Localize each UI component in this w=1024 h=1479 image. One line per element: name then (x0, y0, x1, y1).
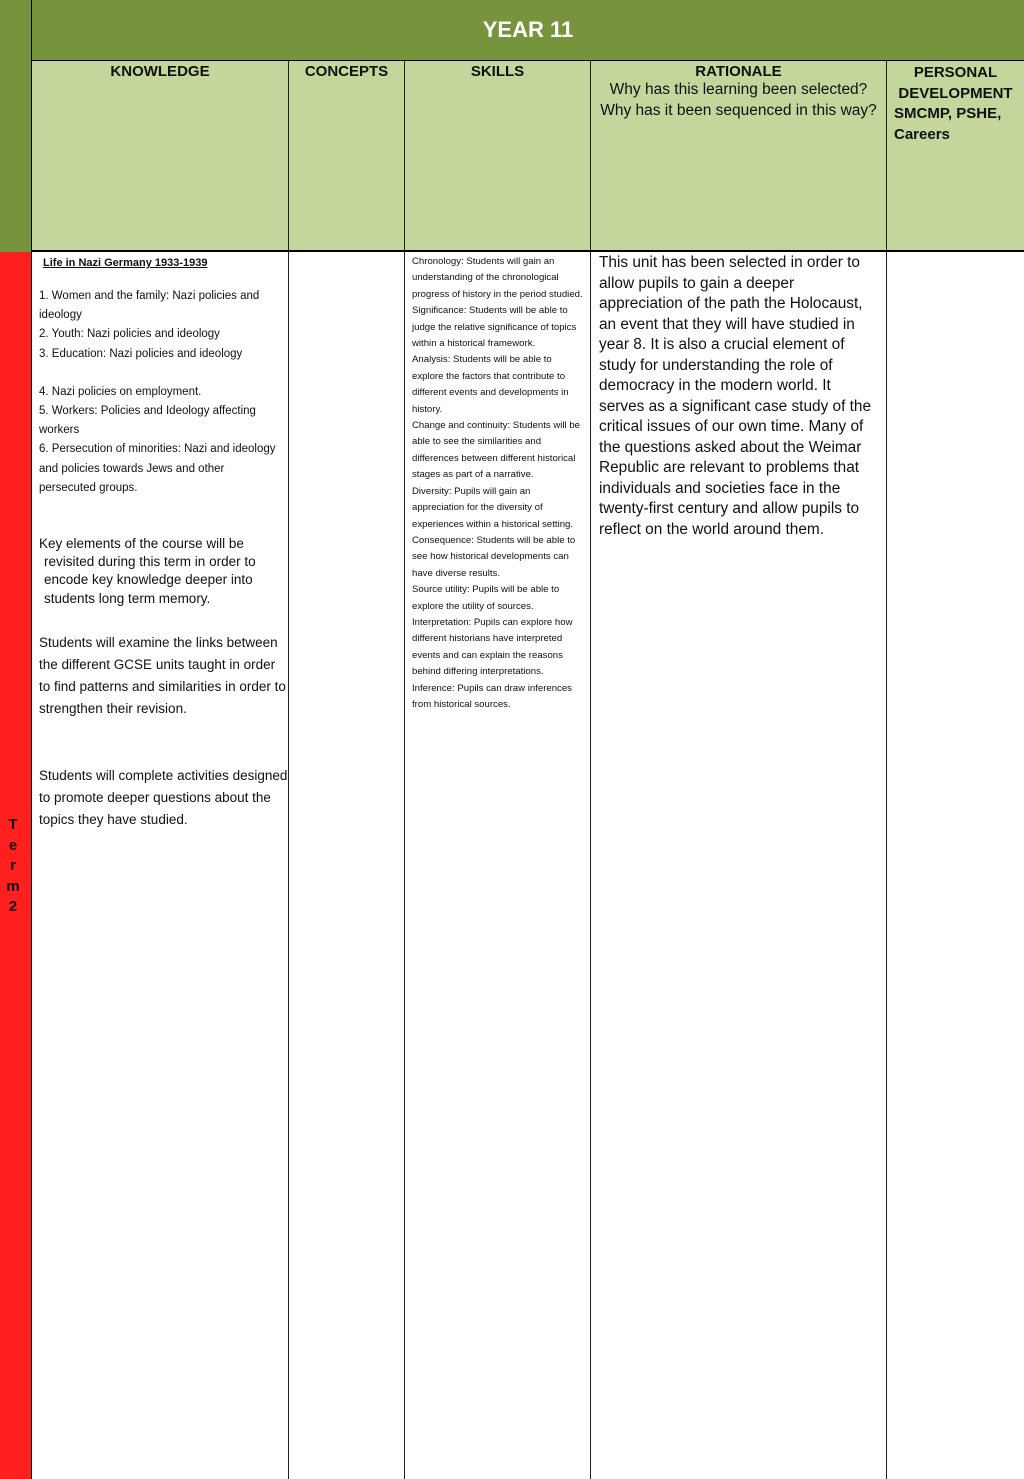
rationale-text: This unit has been selected in order to allow pupils to gain a deeper appreciation of the path the Holocaust, an event that they will have studied in year 8. It is also a crucial element of study for understanding the role of democracy in the modern world. It serves as a significant case study of the critical issues of our own time. Many of the questions asked about the Weimar Republic are relevant to problems that individuals and societies face in the twenty-first century and allow pupils to reflect on the world around them. (599, 254, 872, 538)
header-row (32, 60, 1024, 252)
term-2-row (32, 252, 1024, 1479)
list-item: 2. Youth: Nazi policies and ideology (39, 328, 220, 341)
list-item: Source utility: Pupils will be able to explore the utility of sources. (412, 584, 560, 612)
list-item: Analysis: Students will be able to explore the factors that contribute to different events and developments in history. (412, 354, 569, 415)
header-knowledge: KNOWLEDGE (32, 61, 289, 251)
header-skills: SKILLS (405, 61, 591, 251)
list-item: Inference: Pupils can draw inferences from historical sources. (412, 682, 572, 710)
header-concepts: CONCEPTS (289, 61, 405, 251)
knowledge-list (39, 287, 284, 498)
list-item: Interpretation: Pupils can explore how different historians have interpreted events and can explain the reasons behind differing interpretations. (412, 616, 573, 678)
personal-development-cell (887, 252, 1024, 1479)
skills-cell (405, 252, 591, 1479)
list-item: Chronology: Students will gain an understanding of the chronological progress of history in the period studied. (412, 256, 583, 300)
knowledge-cell (32, 252, 289, 1479)
list-item: Diversity: Pupils will gain an appreciation for the diversity of experiences within a historical setting. (412, 485, 574, 530)
year-title: YEAR 11 (32, 0, 1024, 60)
rationale-cell (591, 252, 887, 1479)
knowledge-paragraph-activities: Students will complete activities designed to promote deeper questions about the topics they have studied. (39, 768, 288, 827)
list-item: 1. Women and the family: Nazi policies and ideology (39, 290, 260, 322)
concepts-cell (289, 252, 405, 1479)
list-item: 4. Nazi policies on employment. (39, 385, 202, 398)
left-margin-strip (0, 0, 32, 252)
list-item: Change and continuity: Students will be able to see the similarities and differences between different historical stages as part of a narrative. (412, 420, 580, 481)
list-item: Consequence: Students will be able to see how historical developments can have diverse results. (412, 534, 576, 579)
skills-list (412, 254, 584, 713)
list-item: 3. Education: Nazi policies and ideology (39, 347, 243, 360)
list-item: Significance: Students will be able to judge the relative significance of topics within a historical framework. (412, 305, 577, 350)
list-item: 6. Persecution of minorities: Nazi and ideology and policies towards Jews and other persecuted groups. (39, 443, 276, 494)
term-label: T e r m 2 (6, 816, 20, 915)
header-personal-development: PERSONAL DEVELOPMENT SMCMP, PSHE, Careers (894, 64, 1013, 143)
knowledge-unit-title: Life in Nazi Germany 1933-1939 (43, 257, 208, 269)
list-item: 5. Workers: Policies and Ideology affecting workers (39, 405, 256, 437)
header-rationale: RATIONALE Why has this learning been selected? Why has it been sequenced in this way? (591, 61, 887, 251)
knowledge-paragraph-links: Students will examine the links between the different GCSE units taught in order to find patterns and similarities in order to strengthen their revision. (39, 635, 286, 716)
knowledge-paragraph-revisit: Key elements of the course will be revisited during this term in order to encode key knowledge deeper into students long term memory. (39, 536, 256, 606)
